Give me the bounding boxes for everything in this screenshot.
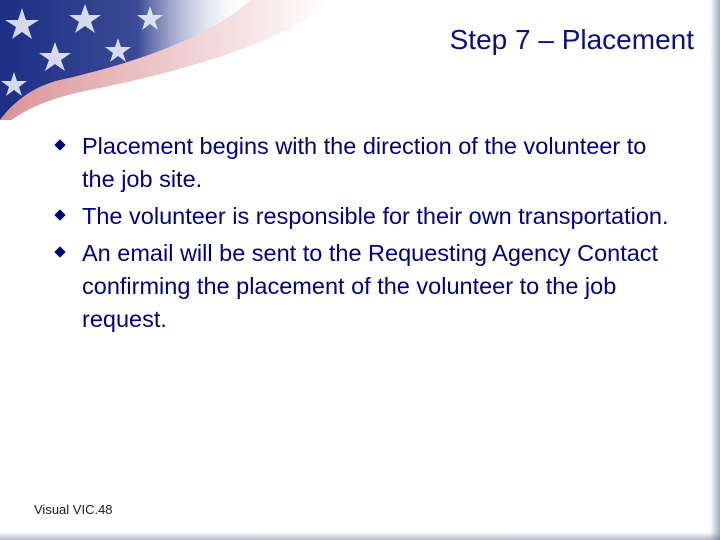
bullet-item <box>52 200 672 233</box>
bullet-item <box>52 237 672 336</box>
diamond-bullet-icon <box>54 246 65 257</box>
bullet-text: The volunteer is responsible for their own transportation. <box>82 203 669 229</box>
footer-label: Visual VIC.48 <box>34 502 113 517</box>
bullet-text: Placement begins with the direction of the volunteer to the job site. <box>82 133 647 192</box>
bullet-list <box>52 130 672 340</box>
bullet-text: An email will be sent to the Requesting Agency Contact confirming the placement of the volunteer to the job request. <box>82 240 659 332</box>
slide-title: Step 7 – Placement <box>449 24 694 55</box>
right-edge-shadow <box>710 0 720 540</box>
bullet-item <box>52 130 672 196</box>
diamond-bullet-icon <box>54 139 65 150</box>
flag-banner-decoration <box>0 0 720 120</box>
diamond-bullet-icon <box>54 209 65 220</box>
bottom-edge-shadow <box>0 532 720 540</box>
